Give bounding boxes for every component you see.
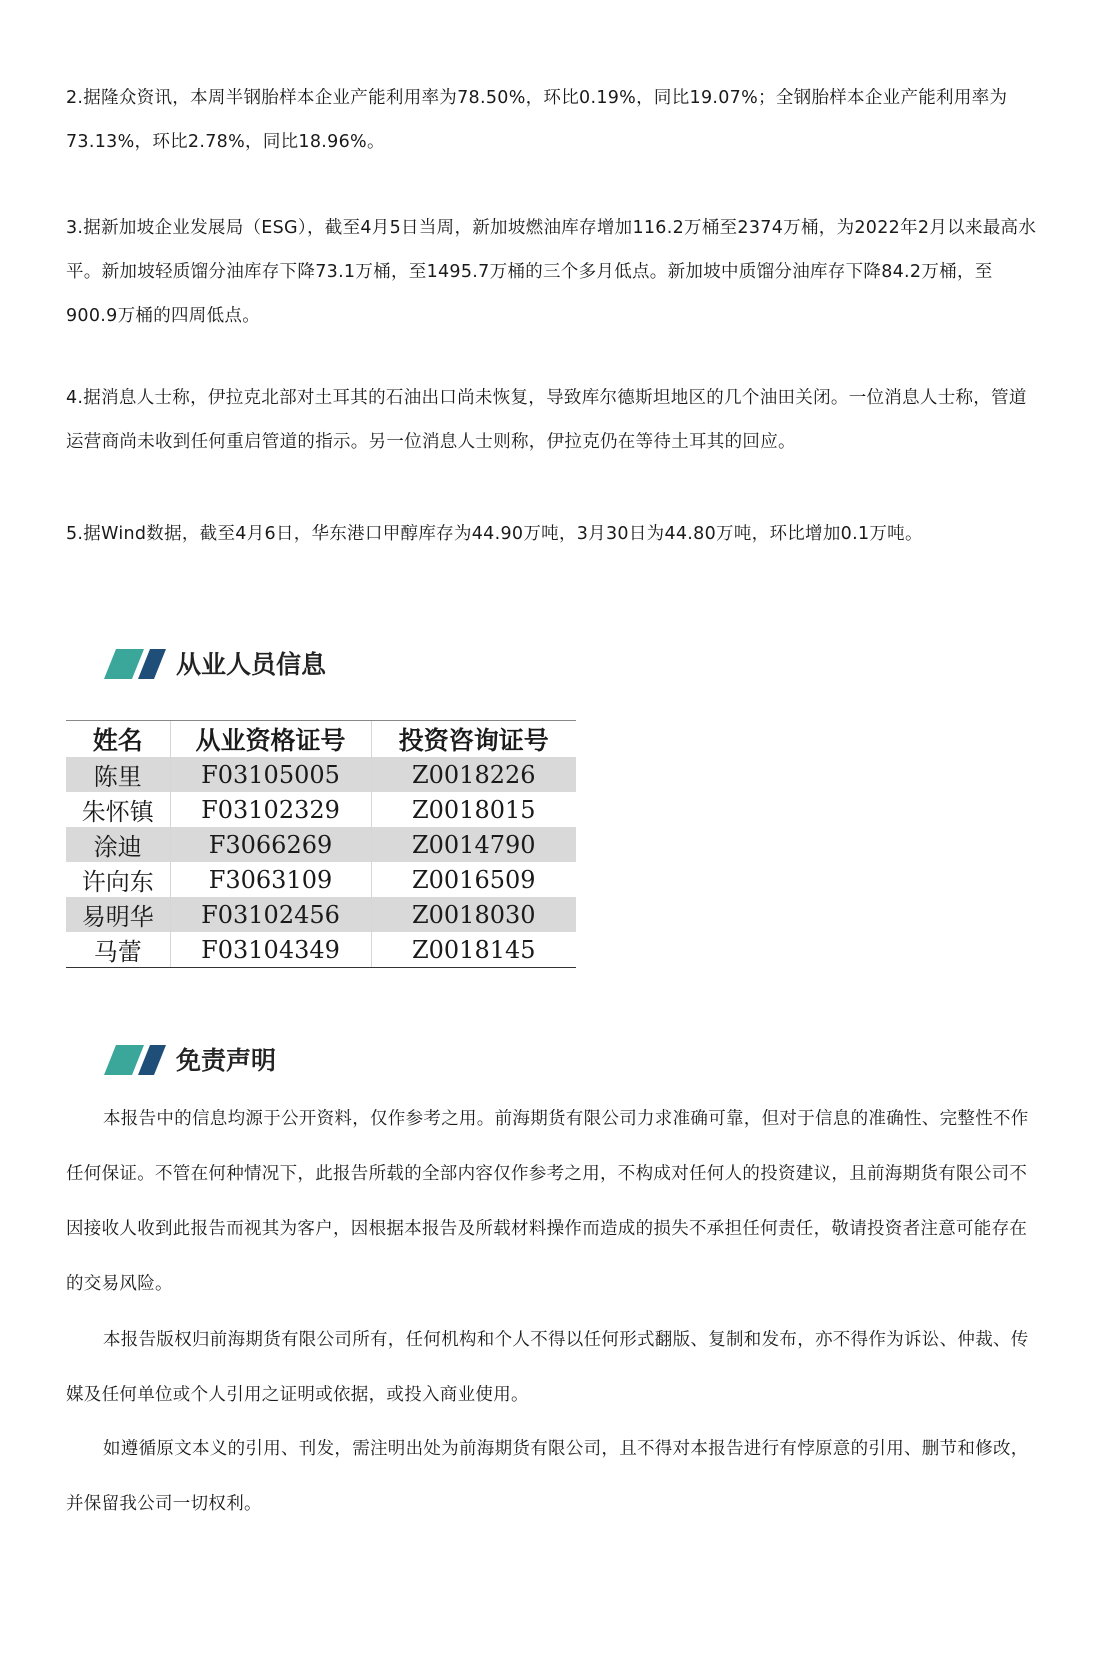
qualification-no: F3063109 bbox=[170, 862, 371, 897]
staff-table bbox=[66, 720, 576, 968]
header-consulting-no: 投资咨询证号 bbox=[371, 721, 576, 758]
staff-name: 陈里 bbox=[66, 757, 170, 792]
news-item-5: 5.据Wind数据，截至4月6日，华东港口甲醇库存为44.90万吨，3月30日为44.80万吨，环比增加0.1万吨。 bbox=[66, 524, 923, 544]
table-row bbox=[66, 792, 576, 827]
staff-name: 涂迪 bbox=[66, 827, 170, 862]
disclaimer-paragraph: 本报告中的信息均源于公开资料，仅作参考之用。前海期货有限公司力求准确可靠，但对于信息的准确性、完整性不作任何保证。不管在何种情况下，此报告所载的全部内容仅作参考之用，不构成对任何人的投资建议，且前海期货有限公司不因接收人收到此报告而视其为客户，因根据本报告及所载材料操作而造成的损失不承担任何责任，敬请投资者注意可能存在的交易风险。 bbox=[66, 1109, 1029, 1294]
staff-name: 许向东 bbox=[81, 868, 154, 896]
consulting-no: Z0018226 bbox=[371, 757, 576, 792]
staff-name: 易明华 bbox=[66, 897, 170, 932]
staff-section-title: 从业人员信息 bbox=[176, 650, 327, 679]
news-item-4: 4.据消息人士称，伊拉克北部对土耳其的石油出口尚未恢复，导致库尔德斯坦地区的几个油田关闭。一位消息人士称，管道运营商尚未收到任何重启管道的指示。另一位消息人士则称，伊拉克仍在等待土耳其的回应。 bbox=[66, 388, 1027, 452]
section-badge-icon bbox=[104, 1045, 166, 1075]
qualification-no: F03105005 bbox=[170, 757, 371, 792]
table-row bbox=[66, 932, 576, 968]
staff-name: 朱怀镇 bbox=[81, 798, 154, 826]
qualification-no: F03102329 bbox=[170, 792, 371, 827]
section-badge-icon bbox=[104, 649, 166, 679]
consulting-no: Z0016509 bbox=[371, 862, 576, 897]
header-qualification-no: 从业资格证号 bbox=[170, 721, 371, 758]
news-item-2: 2.据隆众资讯，本周半钢胎样本企业产能利用率为78.50%，环比0.19%，同比19.07%；全钢胎样本企业产能利用率为73.13%，环比2.78%，同比18.96%。 bbox=[66, 88, 1008, 152]
staff-table-header-row bbox=[66, 721, 576, 758]
table-row bbox=[66, 897, 576, 932]
qualification-no: F03102456 bbox=[170, 897, 371, 932]
disclaimer-paragraph: 本报告版权归前海期货有限公司所有，任何机构和个人不得以任何形式翻版、复制和发布，亦不得作为诉讼、仲裁、传媒及任何单位或个人引用之证明或依据，或投入商业使用。 bbox=[66, 1330, 1029, 1405]
staff-name: 马蕾 bbox=[66, 932, 170, 968]
table-row bbox=[66, 862, 576, 897]
consulting-no: Z0018030 bbox=[371, 897, 576, 932]
disclaimer-section-title: 免责声明 bbox=[176, 1046, 277, 1075]
consulting-no: Z0018015 bbox=[371, 792, 576, 827]
table-row bbox=[66, 827, 576, 862]
qualification-no: F03104349 bbox=[170, 932, 371, 968]
header-name: 姓名 bbox=[66, 721, 170, 758]
qualification-no: F3066269 bbox=[170, 827, 371, 862]
consulting-no: Z0018145 bbox=[371, 932, 576, 968]
consulting-no: Z0014790 bbox=[371, 827, 576, 862]
disclaimer-paragraph: 如遵循原文本义的引用、刊发，需注明出处为前海期货有限公司，且不得对本报告进行有悖原意的引用、删节和修改，并保留我公司一切权利。 bbox=[66, 1439, 1029, 1514]
news-item-3: 3.据新加坡企业发展局（ESG），截至4月5日当周，新加坡燃油库存增加116.2万桶至2374万桶，为2022年2月以来最高水平。新加坡轻质馏分油库存下降73.1万桶，至1495.7万桶的三个多月低点。新加坡中质馏分油库存下降84.2万桶，至900.9万桶的四周低点。 bbox=[66, 218, 1037, 326]
table-row bbox=[66, 757, 576, 792]
